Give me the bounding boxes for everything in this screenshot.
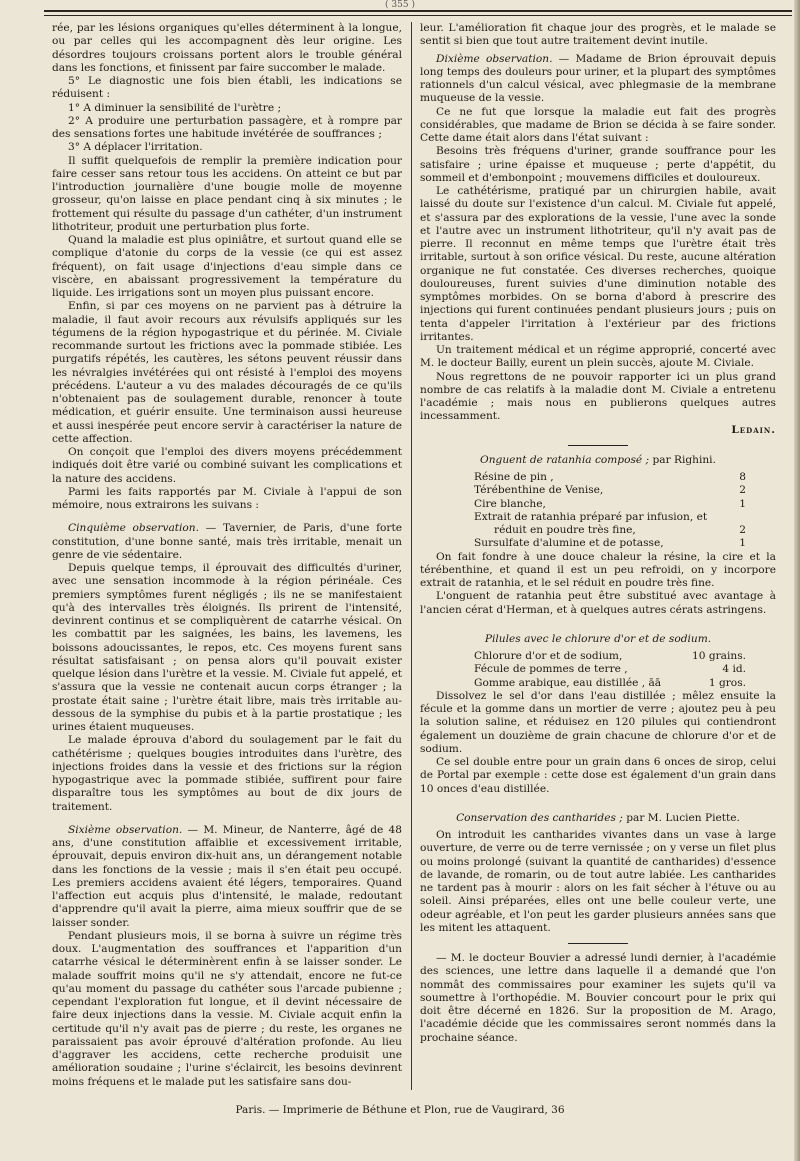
recipe-title: [420, 633, 776, 646]
column-divider: [411, 22, 412, 1090]
paragraph: Enfin, si par ces moyens on ne parvient pas à détruire la maladie, il faut avoir recours aux révulsifs appliqués sur les tégumens de la région hypogastrique et du périnée. M. Civiale recommande surtout les frictions avec la pommade stibiée. Les purgatifs répétés, les cautères, les sétons peuvent réussir dans les névralgies invétérées qui ont résisté à l'emploi des moyens précédens. L'auteur a vu des malades découragés de ce qu'ils n'obtenaient pas de soulagement durable, renoncer à toute médication, et guérir ensuite. Une terminaison aussi heureuse et aussi inespérée peut encore servir à caractériser la nature de cette affection.: [52, 300, 402, 445]
ingredient-row: [420, 663, 776, 676]
paragraph: 3° A déplacer l'irritation.: [68, 141, 203, 154]
paragraph: Il suffit quelquefois de remplir la première indication pour faire cesser sans retour tous les accidens. On atteint ce but par l'introduction journalière d'une bougie molle de moyenne grosseur, qu'on laisse en place pendant cinq à six minutes ; le frottement qui résulte du passage d'un cathéter, d'un instrument lithotriteur, produit une perturbation plus forte.: [52, 154, 402, 233]
ingredient-name: Gomme arabique, eau distillée , āā: [474, 676, 662, 689]
page-number: ( 355 ): [385, 0, 415, 10]
observation-text: — M. Mineur, de Nanterre, âgé de 48 ans, d'une constitution affaiblie et excessivement irritable, éprouvait, depuis environ dix-huit ans, un dérangement notable dans les fonctions de la vessie ; mais il s'en était peu occupé. Les premiers accidens avaient été légers, temporaires. Quand l'affection eut acquis plus d'intensité, le malade, redoutant d'apprendre qu'il avait la pierre, aima mieux souffrir que de se laisser sonder.: [52, 823, 402, 929]
paragraph: Pendant plusieurs mois, il se borna à suivre un régime très doux. L'augmentation des souffrances et l'apparition d'un catarrhe vésical le déterminèrent enfin à se laisser sonder. Le malade souffrit moins qu'il ne s'y attendait, encore ne fut-ce qu'au moment du passage du cathéter sous l'arcade pubienne ; cependant l'exploration fut longue, et il devint nécessaire de faire deux injections dans la vessie. M. Civiale acquit enfin la certitude qu'il n'y avait pas de pierre ; du reste, les organes ne paraissaient pas avoir éprouvé d'altération profonde. Au lieu d'aggraver les accidens, cette recherche produisit une amélioration soudaine ; l'urine s'éclaircit, les besoins devinrent moins fréquens et le malade put les satisfaire sans dou-: [52, 929, 402, 1088]
news-paragraph: — M. le docteur Bouvier a adressé lundi dernier, à l'académie des sciences, une lettre dans laquelle il a demandé que l'on nommât des commissaires pour examiner les sujets qu'il va soumettre à l'orthopédie. M. Bouvier concourt pour le prix qui doit être décerné en 1826. Sur la proposition de M. Arago, l'académie décide que les commissaires seront nommés dans la prochaine séance.: [420, 952, 776, 1044]
ingredient-qty: 2: [739, 484, 746, 497]
paragraph: 1° A diminuer la sensibilité de l'urètre ;: [68, 101, 282, 114]
ingredient-name: réduit en poudre très fine,: [494, 524, 636, 536]
observation-title: Cinquième observation.: [68, 522, 200, 535]
observation-text: — Madame de Brion éprouvait depuis long temps des douleurs pour uriner, et la plupart des symptômes rationnels d'un calcul vésical, avec phlegmasie de la membrane muqueuse de la vessie.: [420, 52, 777, 105]
paragraph: Le malade éprouva d'abord du soulagement par le fait du cathétérisme ; quelques bougies introduites dans l'urètre, des injections froides dans la vessie et des frictions sur la région hypogastrique avec la pommade stibiée, suffirent pour faire disparaître tous les symptômes au bout de dix jours de traitement.: [52, 734, 402, 813]
observation-paragraph: [52, 522, 402, 562]
ingredient-name: Chlorure d'or et de sodium,: [474, 650, 623, 662]
page-edge: [794, 0, 800, 1161]
ingredient-row: [420, 677, 776, 690]
paragraph: leur. L'amélioration fit chaque jour des progrès, et le malade se sentit si bien que tout autre traitement devint inutile.: [420, 22, 776, 48]
paragraph: On fait fondre à une douce chaleur la résine, la cire et la térébenthine, et quand il est un peu refroidi, on y incorpore extrait de ratanhia, et le sel réduit en poudre très fine.: [420, 550, 776, 589]
paragraph: On conçoit que l'emploi des divers moyens précédemment indiqués doit être varié ou combiné suivant les complications et la nature des accidens.: [52, 446, 402, 485]
author-signature: Ledain.: [731, 423, 776, 436]
ingredient-name: Fécule de pommes de terre ,: [474, 663, 628, 676]
paragraph: L'onguent de ratanhia peut être substitué avec avantage à l'ancien cérat d'Herman, et à quelques autres cérats astringens.: [420, 590, 776, 616]
observation-title: Sixième observation.: [68, 823, 183, 836]
ingredient-name: Résine de pin ,: [474, 471, 554, 483]
paragraph: 5° Le diagnostic une fois bien établi, les indications se réduisent :: [52, 75, 402, 101]
observation-paragraph: [52, 824, 402, 930]
right-column: [420, 22, 776, 1045]
paragraph: Nous regrettons de ne pouvoir rapporter ici un plus grand nombre de cas relatifs à la maladie dont M. Civiale a entretenu l'académie ; mais nous en publierons quelques autres incessamment.: [420, 370, 776, 423]
ingredient-qty: 10 grains.: [691, 650, 746, 662]
paragraph: Le cathétérisme, pratiqué par un chirurgien habile, avait laissé du doute sur l'existence d'un calcul. M. Civiale fut appelé, et s'assura par des explorations de la vessie, l'une avec la sonde et l'autre avec un instrument lithotriteur, qu'il n'y avait pas de pierre. Il reconnut en même temps que l'urètre était très irritable, surtout à son orifice vésical. Du reste, aucune altération organique ne fut constatée. Ces diverses recherches, quoique douloureuses, furent suivies d'une diminution notable des symptômes morbides. On se borna d'abord à prescrire des injections qui furent continuées pendant plusieurs jours ; puis on tenta d'appeler l'irritation à l'extérieur par des frictions irritantes.: [420, 185, 776, 343]
recipe-title-italic: Onguent de ratanhia composé ;: [480, 453, 650, 466]
ingredient-row: [420, 471, 776, 484]
ingredient-qty: 4 id.: [722, 663, 746, 676]
ingredient-row: [420, 484, 776, 497]
ingredient-row: [420, 498, 776, 511]
paragraph: Ce ne fut que lorsque la maladie eut fait des progrès considérables, que madame de Brion se décida à se faire sonder. Cette dame était alors dans l'état suivant :: [420, 105, 776, 144]
section-separator: [568, 445, 628, 446]
ingredient-qty: 1: [739, 537, 746, 550]
paragraph: Depuis quelque temps, il éprouvait des difficultés d'uriner, avec une sensation incommode à la région périnéale. Ces premiers symptômes furent négligés ; ils ne se manifestaient qu'à des intervalles très éloignés. Ils prirent de l'intensité, devinrent continus et se compliquèrent de catarrhe vésical. On les combattit par les saignées, les bains, les lavemens, les boissons adoucissantes, le repos, etc. Ces moyens furent sans résultat satisfaisant ; on pensa alors qu'il pouvait exister quelque lésion dans l'urètre et la vessie. M. Civiale fut appelé, et s'assura que la vessie ne contenait aucun corps étranger ; la prostate était saine ; l'urètre était libre, mais très irritable au-dessous de la symphise du pubis et à la partie prostatique ; les urines étaient muqueuses.: [52, 562, 402, 733]
paragraph: Quand la maladie est plus opiniâtre, et surtout quand elle se complique d'atonie du corps de la vessie (ce qui est assez fréquent), on fait usage d'injections d'eau simple dans ce viscère, en abaissant progressivement la température du liquide. Les irrigations sont un moyen plus puissant encore.: [52, 234, 402, 299]
recipe-title-author: par Righini.: [649, 453, 716, 466]
ingredient-name: Térébenthine de Venise,: [474, 484, 604, 497]
recipe-title: [420, 454, 776, 467]
imprint-footer: Paris. — Imprimerie de Béthune et Plon, rue de Vaugirard, 36: [235, 1104, 565, 1116]
paragraph: 2° A produire une perturbation passagère, et à rompre par des sensations fortes une habitude invétérée de souffrances ;: [52, 114, 402, 140]
ingredient-name: Sursulfate d'alumine et de potasse,: [474, 537, 664, 550]
paragraph: Parmi les faits rapportés par M. Civiale à l'appui de son mémoire, nous extrairons les suivans :: [52, 485, 402, 511]
recipe-title-author: par M. Lucien Piette.: [622, 811, 740, 824]
top-rule: [44, 10, 792, 16]
section-separator: [568, 943, 628, 944]
recipe-title-italic: Conservation des cantharides ;: [456, 811, 623, 824]
recipe-title: [420, 812, 776, 825]
observation-text: — Tavernier, de Paris, d'une forte constitution, d'une bonne santé, mais très irritable, menait un genre de vie sédentaire.: [52, 522, 402, 561]
ingredient-row: [420, 524, 776, 537]
paragraph: On introduit les cantharides vivantes dans un vase à large ouverture, de verre ou de terre vernissée ; on y verse un filet plus ou moins prolongé (suivant la quantité de cantharides) d'essence de lavande, de romarin, ou de tout autre labiée. Les cantharides ne tardent pas à mourir : alors on les fait sécher à l'étuve ou au soleil. Ainsi préparées, elles ont une belle couleur verte, une odeur agréable, et l'on peut les garder plusieurs années sans que les mitent les attaquent.: [420, 829, 776, 934]
ingredient-qty: 1: [739, 497, 746, 510]
recipe-title-italic: Pilules avec le chlorure d'or et de sodium.: [484, 632, 712, 645]
ingredient-row: [420, 537, 776, 550]
paragraph: Un traitement médical et un régime approprié, concerté avec M. le docteur Bailly, eurent un plein succès, ajoute M. Civiale.: [420, 344, 776, 370]
ingredient-name: Extrait de ratanhia préparé par infusion, et: [474, 510, 708, 523]
ingredient-row: [420, 650, 776, 663]
ingredient-qty: 2: [739, 524, 746, 536]
paragraph: rée, par les lésions organiques qu'elles déterminent à la longue, ou par celles qui les accompagnent dès leur origine. Les désordres toujours croissans portent alors le trouble général dans les fonctions, et finissent par faire succomber le malade.: [52, 22, 402, 74]
ingredient-row: [420, 511, 776, 524]
ingredient-qty: 8: [739, 471, 746, 483]
left-column: [52, 22, 402, 1089]
observation-paragraph: [420, 53, 776, 106]
paragraph: Ce sel double entre pour un grain dans 6 onces de sirop, celui de Portal par exemple : cette dose est également d'un grain dans 10 onces d'eau distillée.: [420, 756, 776, 795]
ingredient-name: Cire blanche,: [474, 497, 546, 510]
paragraph: Besoins très fréquens d'uriner, grande souffrance pour les satisfaire ; urine épaisse et muqueuse ; perte d'appétit, du sommeil et d'embonpoint ; mouvemens difficiles et douloureux.: [420, 145, 776, 184]
ingredient-qty: 1 gros.: [708, 676, 746, 689]
observation-title: Dixième observation.: [436, 52, 553, 65]
paragraph: Dissolvez le sel d'or dans l'eau distillée ; mêlez ensuite la fécule et la gomme dans un mortier de verre ; ajoutez peu à peu la solution saline, et réduisez en 120 pilules qui contiendront également un douzième de grain chacune de chlorure d'or et de sodium.: [420, 689, 776, 755]
